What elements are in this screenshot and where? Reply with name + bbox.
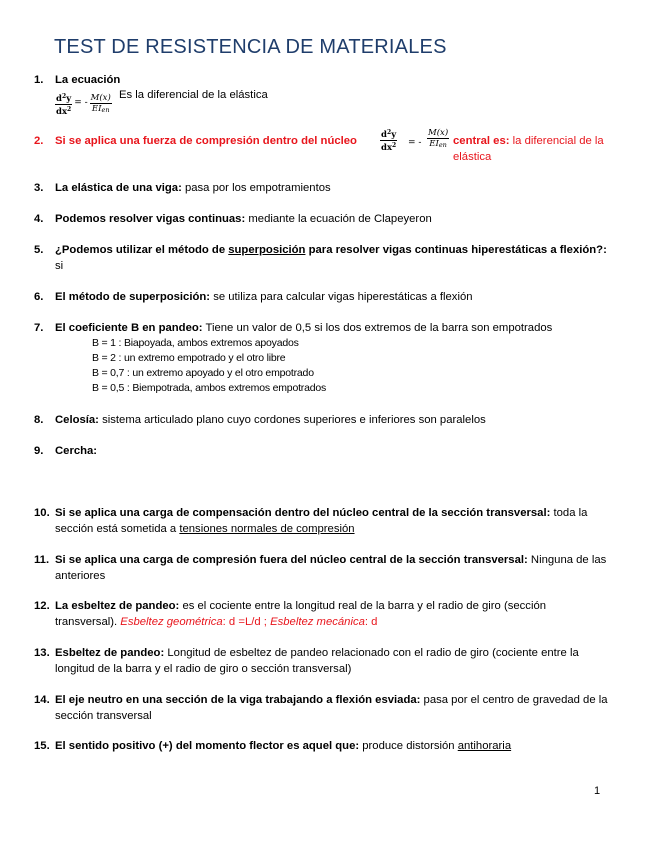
b-value-line: B = 0,5 : Biempotrada, ambos extremos empotrados <box>92 382 327 394</box>
item-answer-underlined: antihoraria <box>457 740 512 752</box>
item-question: Cercha: <box>55 445 98 457</box>
formula-lhs: $\frac{d^2y}{dx^2}$ <box>381 129 397 153</box>
item-answer: Tiene un valor de 0,5 si los dos extremos de la barra son empotrados <box>205 322 553 334</box>
question-12 <box>34 599 609 630</box>
question-9 <box>34 444 609 460</box>
item-note: Esbeltez mecánica <box>270 615 365 628</box>
item-number: 9. <box>34 445 44 457</box>
item-note: : d <box>364 615 378 628</box>
item-question: El coeficiente B en pandeo: <box>55 322 203 334</box>
question-3 <box>34 181 609 197</box>
page-title: TEST DE RESISTENCIA DE MATERIALES <box>54 36 447 58</box>
item-question: La esbeltez de pandeo: <box>55 600 180 612</box>
item-number: 6. <box>34 291 44 303</box>
item-answer: si <box>55 259 64 272</box>
question-7 <box>34 321 609 337</box>
b-value-line: B = 2 : un extremo empotrado y el otro libre <box>92 352 286 364</box>
item-answer: Ninguna de las anteriores <box>55 554 607 582</box>
item-number: 12. <box>34 600 50 612</box>
question-10 <box>34 506 609 537</box>
item-answer-underlined: tensiones normales de compresión <box>179 522 355 535</box>
item-number: 2. <box>34 135 44 147</box>
item-question-cont: central es: <box>453 135 510 147</box>
formula-lhs: $\frac{d^2y}{dx^2}$ <box>56 92 72 117</box>
item-answer: pasa por los empotramientos <box>184 182 331 194</box>
item-number: 14. <box>34 694 50 706</box>
item-answer: es el cociente entre la longitud real de la barra y el radio de giro (sección transversal). <box>55 600 547 628</box>
item-note: : d =L/d ; <box>222 615 267 628</box>
item-question-cont: para resolver vigas continuas hiperestáticas a flexión?: <box>308 244 607 256</box>
item-number: 13. <box>34 647 50 659</box>
item-answer: pasa por el centro de gravedad de la sección transversal <box>55 694 608 722</box>
question-8 <box>34 413 609 429</box>
question-15 <box>34 739 609 755</box>
item-answer: la diferencial de la elástica <box>453 135 604 163</box>
item-question: El eje neutro en una sección de la viga trabajando a flexión esviada: <box>55 694 421 706</box>
item-question: La elástica de una viga: <box>55 182 182 194</box>
item-answer: toda la sección está sometida a <box>55 507 588 535</box>
item-number: 1. <box>34 74 44 86</box>
item-note: Esbeltez geométrica <box>120 615 223 628</box>
item-answer: Es la diferencial de la elástica <box>118 89 268 102</box>
item-question: Esbeltez de pandeo: <box>55 647 165 659</box>
formula-rhs: $\frac{M(x)}{\text{EIen}}$ <box>90 93 111 114</box>
item-question: ¿Podemos utilizar el método de <box>55 244 226 256</box>
item-number: 3. <box>34 182 44 194</box>
item-question: Podemos resolver vigas continuas: <box>55 213 246 225</box>
item-number: 10. <box>34 507 50 519</box>
item-number: 5. <box>34 244 44 256</box>
item-question: Celosía: <box>55 414 99 426</box>
question-11 <box>34 553 609 584</box>
item-question-underlined: superposición <box>228 244 306 256</box>
question-13 <box>34 646 609 677</box>
item-answer: mediante la ecuación de Clapeyeron <box>248 213 432 225</box>
page-number: 1 <box>594 785 601 797</box>
item-number: 7. <box>34 322 44 334</box>
item-number: 8. <box>34 414 44 426</box>
item-number: 4. <box>34 213 44 225</box>
item-question: Si se aplica una carga de compensación dentro del núcleo central de la sección transversal: <box>55 507 551 519</box>
item-answer: Longitud de esbeltez de pandeo relacionado con el radio de giro (cociente entre la longitud de la barra y el radio de giro o sección transversal) <box>55 647 579 675</box>
item-number: 15. <box>34 740 50 752</box>
question-14 <box>34 693 609 724</box>
item-answer: sistema articulado plano cuyo cordones superiores e inferiores son paralelos <box>102 414 486 426</box>
question-2 <box>34 128 609 163</box>
formula: $\frac{d^2y}{dx^2}$ = - $\frac{M(x)}{\text{EIen}}$ Es la diferencial de la elástica <box>56 89 268 117</box>
item-number: 11. <box>34 554 50 566</box>
item-question: El método de superposición: <box>55 291 211 303</box>
item-answer: se utiliza para calcular vigas hiperestáticas a flexión <box>213 291 473 303</box>
item-question: Si se aplica una carga de compresión fuera del núcleo central de la sección transversal: <box>55 554 528 566</box>
formula-eq: = - <box>408 138 422 148</box>
question-1 <box>34 73 609 117</box>
item-answer: produce distorsión <box>362 740 455 752</box>
question-4 <box>34 212 609 228</box>
item-question: El sentido positivo (+) del momento flector es aquel que: <box>55 740 360 752</box>
item-question: La ecuación <box>55 74 121 86</box>
question-5 <box>34 243 609 274</box>
b-value-line: B = 0,7 : un extremo apoyado y el otro empotrado <box>92 367 314 379</box>
question-6 <box>34 290 609 306</box>
formula-rhs: M(x) EIen <box>428 128 449 149</box>
item-question: Si se aplica una fuerza de compresión dentro del núcleo <box>55 135 357 147</box>
b-value-line: B = 1 : Biapoyada, ambos extremos apoyados <box>92 337 299 349</box>
